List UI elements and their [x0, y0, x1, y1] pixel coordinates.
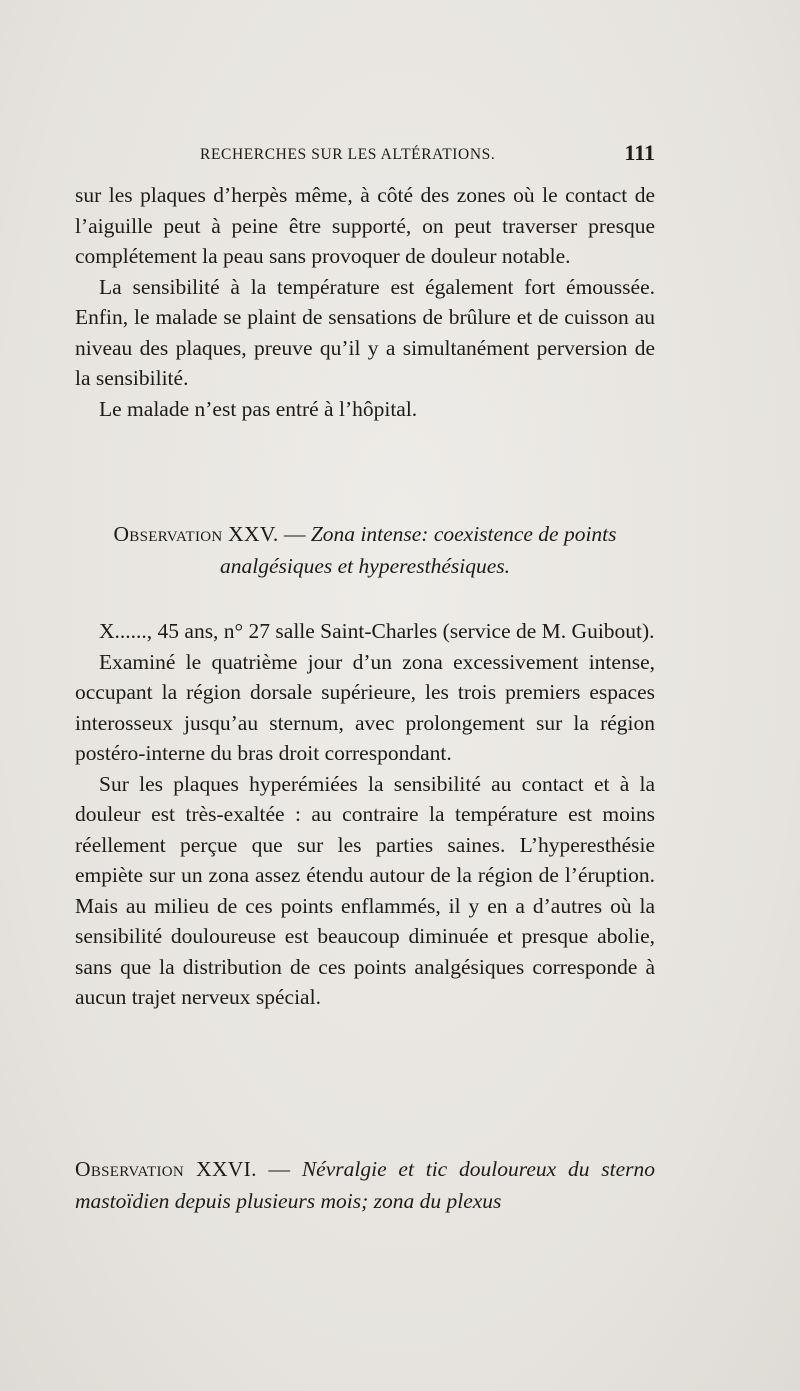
observation-26-heading	[75, 1153, 655, 1217]
observation-title: Névralgie et tic douloureux du sterno mastoïdien depuis plusieurs mois; zona du plexus	[75, 1157, 655, 1213]
paragraph: La sensibilité à la température est également fort émoussée. Enfin, le malade se plaint de sensations de brûlure et de cuisson au niveau des plaques, preuve qu’il y a simultanément perversion de la sensibilité.	[75, 274, 655, 390]
heading-dash: —	[256, 1157, 302, 1181]
page-number: 111	[624, 140, 655, 165]
observation-25-body	[75, 616, 655, 1013]
running-header	[200, 140, 655, 166]
heading-dash: —	[278, 522, 311, 546]
running-title: RECHERCHES SUR LES ALTÉRATIONS.	[200, 146, 496, 163]
observation-25-heading	[75, 518, 655, 582]
paragraph: Sur les plaques hyperémiées la sensibilité au contact et à la douleur est très-exaltée : au contraire la température est moins réellement perçue que sur les parties saines. L’hyperesthésie empiète sur un zona assez étendu autour de la région de l’éruption. Mais au milieu de ces points enflammés, il y en a d’autres où la sensibilité douloureuse est beaucoup diminuée et presque abolie, sans que la distribution de ces points analgésiques corresponde à aucun trajet nerveux spécial.	[75, 771, 655, 1009]
paragraph: Le malade n’est pas entré à l’hôpital.	[99, 396, 418, 421]
observation-label: Observation XXV.	[113, 522, 279, 546]
observation-title: Zona intense: coexistence de points analgésiques et hyperesthésiques.	[220, 522, 617, 578]
paragraph: sur les plaques d’herpès même, à côté des zones où le contact de l’aiguille peut à peine être supporté, on peut traverser presque complétement la peau sans provoquer de douleur notable.	[75, 183, 655, 268]
opening-paragraphs	[75, 180, 655, 424]
paragraph: X......, 45 ans, n° 27 salle Saint-Charles (service de M. Guibout).	[99, 619, 655, 643]
paragraph: Examiné le quatrième jour d’un zona excessivement intense, occupant la région dorsale supérieure, les trois premiers espaces interosseux jusqu’au sternum, avec prolongement sur la région postéro-interne du bras droit correspondant.	[75, 649, 655, 765]
observation-label: Observation XXVI.	[75, 1157, 257, 1181]
